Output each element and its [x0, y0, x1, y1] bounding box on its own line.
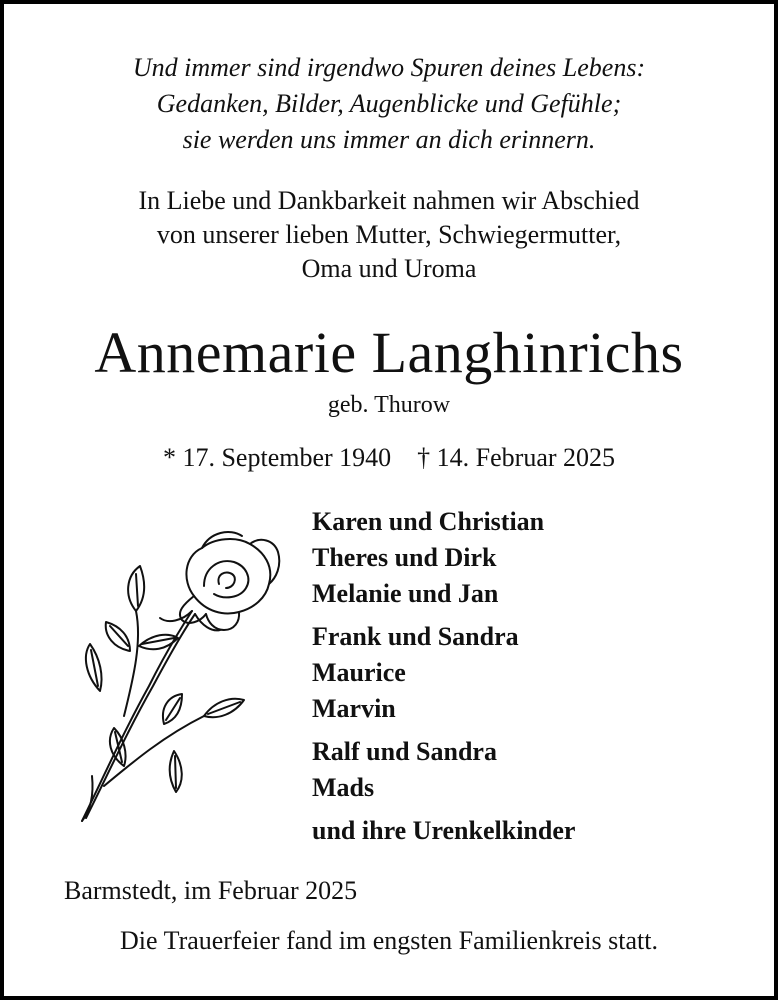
- family-group: [312, 619, 575, 727]
- intro-line: Oma und Uroma: [301, 254, 477, 283]
- funeral-note: Die Trauerfeier fand im engsten Familienkreis statt.: [120, 926, 658, 955]
- rose-icon: [64, 526, 304, 836]
- maiden-name: geb. Thurow: [327, 392, 451, 418]
- family-list: [312, 504, 575, 856]
- family-group: [312, 504, 575, 612]
- family-member: Mads: [312, 773, 375, 802]
- place-and-date: Barmstedt, im Februar 2025: [64, 876, 358, 905]
- family-group: [312, 734, 575, 806]
- death-date: † 14. Februar 2025: [417, 443, 616, 472]
- family-member: Frank und Sandra: [312, 622, 519, 651]
- family-member: Ralf und Sandra: [312, 737, 497, 766]
- family-member: und ihre Urenkelkinder: [312, 816, 576, 845]
- poem-line: sie werden uns immer an dich erinnern.: [182, 125, 596, 154]
- family-member: Theres und Dirk: [312, 543, 497, 572]
- family-member: Maurice: [312, 658, 406, 687]
- life-dates: [4, 441, 774, 475]
- memorial-poem: [4, 50, 774, 158]
- family-member: Karen und Christian: [312, 507, 545, 536]
- intro-line: In Liebe und Dankbarkeit nahmen wir Abschied: [138, 186, 640, 215]
- deceased-name: Annemarie Langhinrichs: [94, 320, 684, 385]
- poem-line: Und immer sind irgendwo Spuren deines Lebens:: [132, 53, 646, 82]
- family-member: Melanie und Jan: [312, 579, 499, 608]
- family-group: [312, 813, 575, 849]
- farewell-intro: [4, 184, 774, 286]
- intro-line: von unserer lieben Mutter, Schwiegermutter,: [156, 220, 622, 249]
- family-member: Marvin: [312, 694, 396, 723]
- birth-date: * 17. September 1940: [162, 443, 392, 472]
- poem-line: Gedanken, Bilder, Augenblicke und Gefühle;: [156, 89, 622, 118]
